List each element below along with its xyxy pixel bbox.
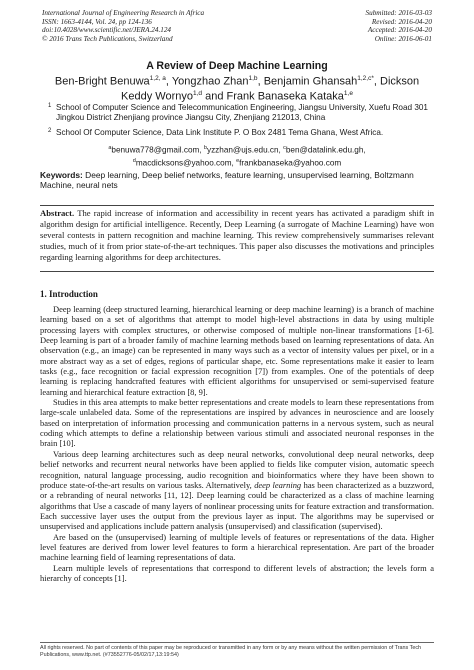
keywords-text: Deep learning, Deep belief networks, feature learning, unsupervised learning, Boltzmann Machine, neural nets	[40, 170, 414, 191]
keywords	[40, 170, 434, 190]
paragraph: Deep learning (deep structured learning, hierarchical learning or deep machine learning) is a branch of machine learning based on a set of algorithms that attempt to model high-level abstractions in data by using multiple processing layers with complex structures, or otherwise composed of multiple non-linear transformations [1-6]. Deep learning is part of a broader family of machine learning methods based on learning representations of data. An observation (e.g., an image) can be represented in many ways such as a vector of intensity values per pixel, or in a more abstract way as a set of edges, regions of particular shape, etc. Some representations make it easier to learn tasks (e.g., face recognition or facial expression recognition [7]) from examples. One of the potentials of deep learning is replacing handcrafted features with efficient algorithms for unsupervised or semi-supervised feature learning and hierarchical feature extraction [8, 9].	[40, 304, 434, 397]
author-name: Ben-Bright Benuwa	[54, 75, 150, 88]
affiliation-text: School of Computer Science and Telecommunication Engineering, Jiangsu University, Xuefu Road 301 Jingkou District Zhenjiang province Jiangsu City, Zhenjiang 212013, China	[56, 103, 428, 122]
author-affiliation-mark: 1,b	[248, 75, 258, 82]
journal-doi: doi:10.4028/www.scientific.net/JERA.24.124	[42, 26, 172, 35]
paper-title: A Review of Deep Machine Learning	[146, 60, 328, 72]
paragraph-text: has been characterized as a buzzword, or a rebranding of neural networks [11, 12]. Deep learning could be characterized as a class of machine learning algorithms that Use a cascade of many layers of nonlinear processing units for feature extraction and transformation. Each successive layer uses the output from the previous layer as input. The algorithms may be supervised or unsupervised and applications include pattern analysis (unsupervised) and classification (supervised).	[40, 479, 435, 532]
abstract-label: Abstract.	[40, 208, 75, 218]
emphasis-text: deep learning	[254, 479, 302, 490]
body-text	[40, 304, 434, 583]
author-name: Frank Banaseka Kataka	[226, 91, 344, 104]
date-accepted: Accepted: 2016-04-20	[367, 26, 432, 35]
author-name: Benjamin Ghansah	[263, 75, 358, 88]
author-affiliation-mark: 1,2, a	[149, 75, 166, 82]
email-link[interactable]: yzzhan@ujs.edu.cn,	[206, 145, 281, 155]
email-link[interactable]: macdicksons@yahoo.com,	[135, 158, 234, 168]
abstract-text: The rapid increase of information and accessibility in recent years has activated a paradigm shift in algorithm design for artificial intelligence. Recently, Deep Learning (a surrogate of Machine Learning) have won several contests in pattern recognition and machine learning. This review comprehensively summarises relevant studies, much of it from prior state-of-the-art techniques. This paper also discusses the motivations and principles regarding learning algorithms for deep architectures.	[40, 208, 434, 262]
email-mark: e	[236, 158, 240, 165]
paragraph: Studies in this area attempts to make better representations and create models to learn these representations from large-scale unlabeled data. Some of the representations are inspired by advances in neuroscience and are loosely based on interpretation of information processing and communication patterns in a nervous system, such as neural coding which attempts to define a relationship between various stimuli and associated neuronal responses in the brain [10].	[40, 397, 434, 449]
email-mark: a	[108, 145, 112, 151]
email-link[interactable]: frankbanaseka@yahoo.com	[239, 158, 342, 168]
affiliation-mark: 2	[48, 128, 52, 134]
paragraph: Learn multiple levels of representations that correspond to different levels of abstraction; the levels form a hierarchy of concepts [1].	[40, 562, 434, 583]
date-revised: Revised: 2016-04-20	[371, 17, 432, 26]
email-mark: b	[203, 145, 207, 151]
author-conjunction: and	[205, 91, 224, 104]
author-list: Ben-Bright Benuwa$^{1,2, a}$, Yongzhao Zhan$^{1,b}$, Benjamin Ghansah$^{1,2,c*}$, Dickson Keddy Wornyo$^{1,d}$ and Frank Banaseka Kataka$^{1,e}$	[54, 75, 420, 104]
divider	[40, 271, 434, 272]
journal-copyright: © 2016 Trans Tech Publications, Switzerland	[42, 34, 173, 43]
section-heading: 1. Introduction	[40, 289, 98, 299]
copyright-footer: All rights reserved. No part of contents of this paper may be reproduced or transmitted in any form or by any means without the written permission of Trans Tech Publications, www.ttp.net. (#73552776-05/02/17,13:19:54)	[40, 645, 422, 658]
author-name: Dickson Keddy Wornyo	[121, 75, 420, 104]
author-affiliation-mark: 1,2,c*	[357, 75, 374, 82]
paragraph	[40, 449, 434, 532]
journal-name: International Journal of Engineering Research in Africa	[42, 9, 205, 17]
email-link[interactable]: benuwa778@gmail.com,	[111, 145, 202, 155]
divider	[40, 205, 434, 206]
affiliation-text: School Of Computer Science, Data Link Institute P. O Box 2481 Tema Ghana, West Africa.	[56, 128, 384, 137]
journal-issn: ISSN: 1663-4144, Vol. 24, pp 124-136	[42, 17, 152, 26]
journal-header	[42, 9, 204, 43]
email-mark: c	[283, 145, 286, 151]
affiliation-mark: 1	[48, 103, 52, 109]
email-link[interactable]: ben@datalink.edu.gh,	[285, 145, 366, 155]
abstract	[40, 208, 434, 263]
author-name: Yongzhao Zhan	[171, 75, 249, 88]
affiliation-1	[48, 103, 428, 123]
author-emails	[0, 143, 474, 169]
footer-divider	[40, 642, 434, 643]
dates-header	[366, 9, 432, 43]
author-affiliation-mark: 1,d	[192, 90, 203, 98]
date-submitted: Submitted: 2016-03-03	[365, 9, 432, 17]
paragraph-text: Various deep learning architectures such as deep neural networks, convolutional deep neural networks, deep belief networks and recurrent neural networks have been applied to fields like computer vision, automatic speech recognition, natural language processing, audio recognition and bioinformatics where they have been shown to produce state-of-the-art results on various tasks. Alternatively,	[40, 448, 434, 490]
affiliation-2	[48, 128, 428, 138]
author-affiliation-mark: 1,e	[343, 90, 353, 98]
date-online: Online: 2016-06-01	[374, 34, 432, 43]
email-mark: d	[132, 158, 136, 165]
keywords-label: Keywords:	[40, 170, 83, 180]
paragraph: Are based on the (unsupervised) learning of multiple levels of features or representations of the data. Higher level features are derived from lower level features to form a hierarchical representation. Are part of the broader machine learning field of learning representations of data.	[40, 531, 434, 563]
